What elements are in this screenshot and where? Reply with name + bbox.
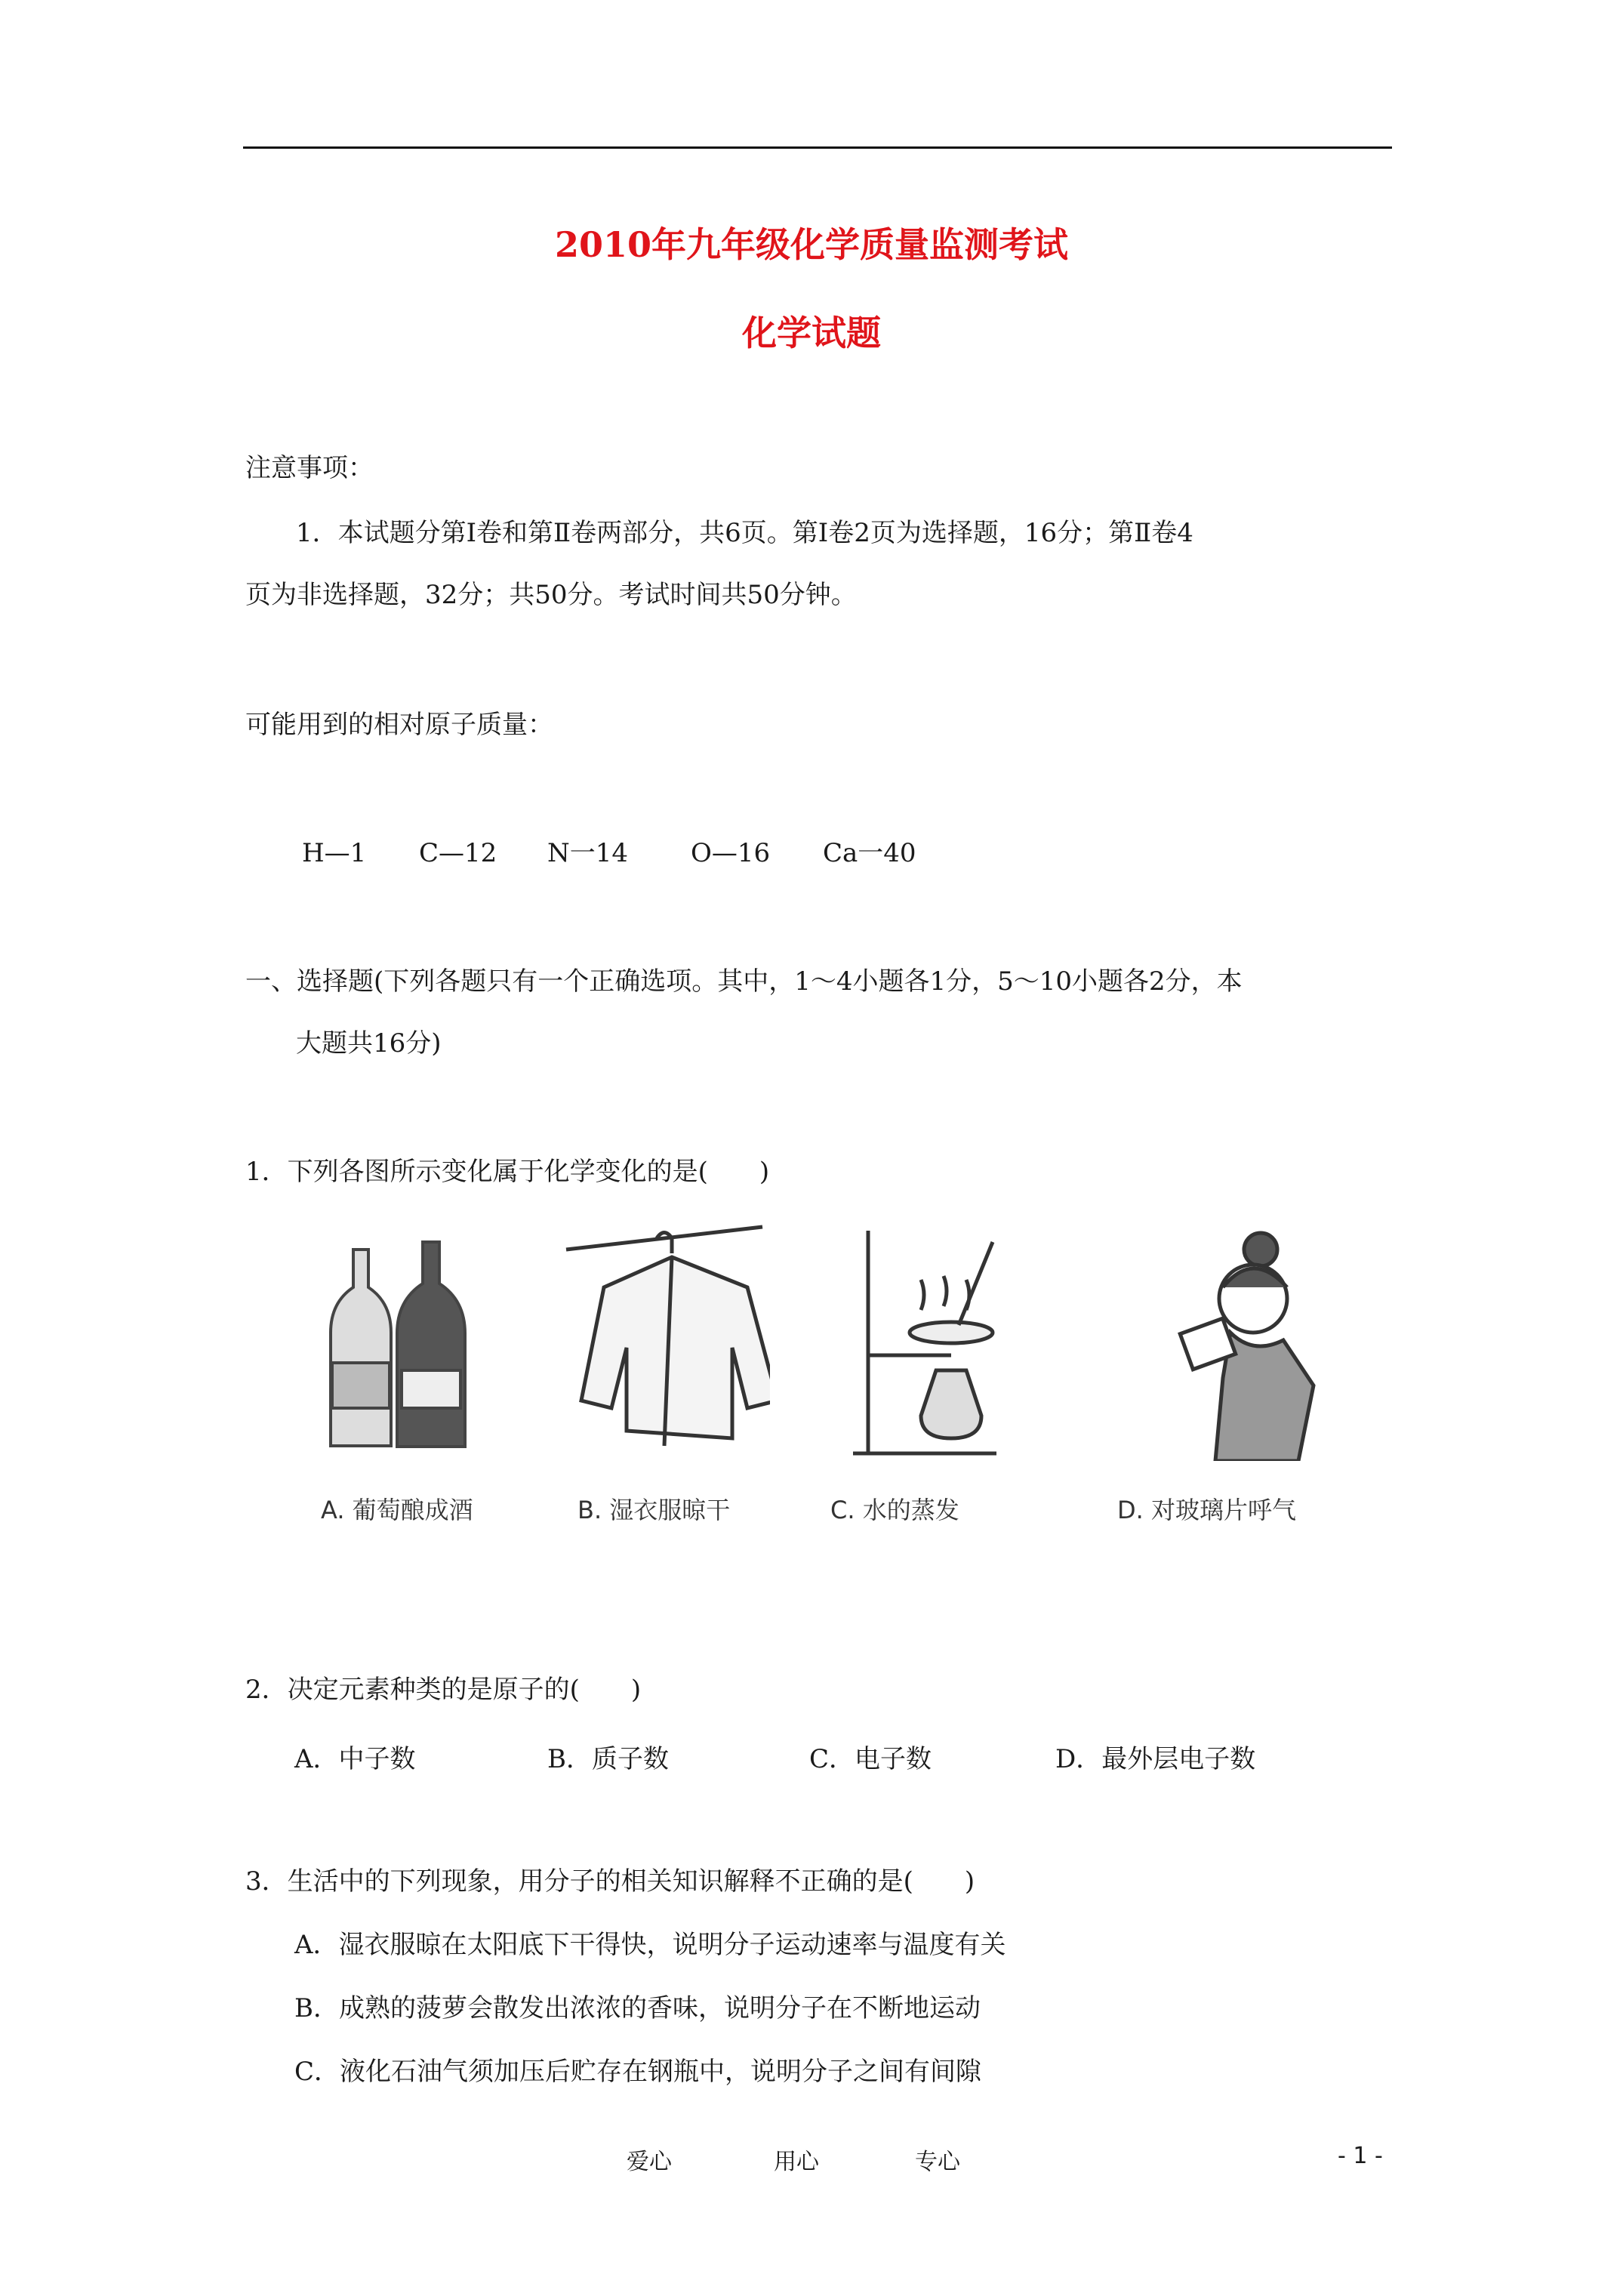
atomic-mass-item: O—16 <box>691 838 771 868</box>
question-3-option-a: A．湿衣服晾在太阳底下干得快，说明分子运动速率与温度有关 <box>294 1930 1006 1960</box>
question-2-option-b: B．质子数 <box>547 1744 669 1774</box>
atomic-mass-item: H—1 <box>302 838 367 868</box>
exam-title: 2010年九年级化学质量监测考试 <box>554 224 1069 265</box>
question-3-option-c: C．液化石油气须加压后贮存在钢瓶中，说明分子之间有间隙 <box>294 2057 982 2087</box>
question-2-stem: 2．决定元素种类的是原子的( ) <box>245 1675 642 1705</box>
footer-item: 爱心 <box>627 2149 672 2175</box>
figure-caption-b: B. 湿衣服晾干 <box>577 1496 731 1524</box>
atomic-mass-item: C—12 <box>419 838 497 868</box>
figure-caption-d: D. 对玻璃片呼气 <box>1117 1496 1296 1524</box>
notice-line-1: 1．本试题分第Ⅰ卷和第Ⅱ卷两部分，共6页。第Ⅰ卷2页为选择题，16分；第Ⅱ卷4 <box>296 518 1193 548</box>
shirt-on-hanger-image <box>559 1219 770 1461</box>
girl-breathing-on-glass-image <box>1170 1219 1344 1461</box>
question-3-stem: 3．生活中的下列现象，用分子的相关知识解释不正确的是( ) <box>245 1866 975 1897</box>
wine-bottles-image <box>317 1219 491 1461</box>
header-rule <box>243 146 1392 149</box>
figure-caption-c: C. 水的蒸发 <box>830 1496 959 1524</box>
footer-item: 专心 <box>915 2149 960 2175</box>
atomic-mass-heading: 可能用到的相对原子质量： <box>245 710 553 740</box>
exam-subtitle: 化学试题 <box>742 313 881 353</box>
question-1-stem: 1．下列各图所示变化属于化学变化的是( ) <box>245 1157 770 1187</box>
question-3-option-b: B．成熟的菠萝会散发出浓浓的香味，说明分子在不断地运动 <box>294 1993 981 2023</box>
question-2-options <box>0 1738 1623 1774</box>
atomic-mass-list <box>0 838 1623 868</box>
page-number: - 1 - <box>1338 2143 1383 2169</box>
footer-item: 用心 <box>774 2149 819 2175</box>
atomic-mass-item: N一14 <box>547 838 629 868</box>
section-heading-line-1: 一、选择题(下列各题只有一个正确选项。其中，1～4小题各1分，5～10小题各2分，本 <box>245 966 1243 997</box>
question-1-figure <box>0 1219 1623 1536</box>
evaporation-apparatus-image <box>845 1219 1019 1469</box>
question-2-option-d: D．最外层电子数 <box>1055 1744 1256 1774</box>
section-heading-line-2: 大题共16分) <box>296 1028 442 1059</box>
question-2-option-a: A．中子数 <box>294 1744 416 1774</box>
question-2-option-c: C．电子数 <box>809 1744 932 1774</box>
notice-line-2: 页为非选择题，32分；共50分。考试时间共50分钟。 <box>245 580 857 610</box>
atomic-mass-item: Ca一40 <box>823 838 916 868</box>
notice-heading: 注意事项： <box>245 453 374 483</box>
figure-caption-a: A. 葡萄酿成酒 <box>321 1496 473 1524</box>
